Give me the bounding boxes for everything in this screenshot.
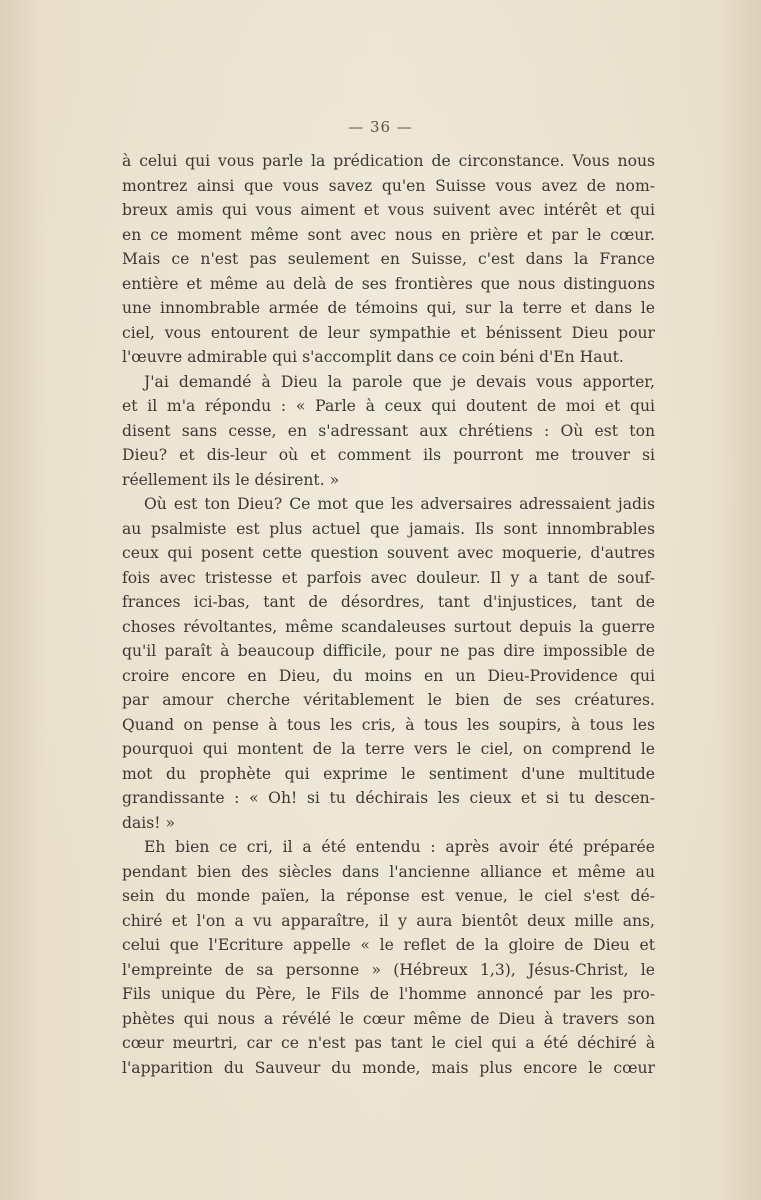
text-line: Où est ton Dieu? Ce mot que les adversaires adressaient jadis xyxy=(144,495,655,513)
text-line: l'empreinte de sa personne » (Hébreux 1,3), Jésus-Christ, le xyxy=(122,960,655,979)
text-line: croire encore en Dieu, du moins en un Dieu-Providence qui xyxy=(122,666,655,685)
text-line: cœur meurtri, car ce n'est pas tant le ciel qui a été déchiré à xyxy=(122,1034,655,1052)
text-line: pourquoi qui montent de la terre vers le ciel, on comprend le xyxy=(122,740,655,758)
text-line: dais! » xyxy=(122,813,176,832)
page-number: — 36 — xyxy=(348,118,413,136)
text-line: ceux qui posent cette question souvent avec moquerie, d'autres xyxy=(122,544,655,562)
text-line: Dieu? et dis-leur où et comment ils pourront me trouver si xyxy=(122,446,655,464)
text-line: par amour cherche véritablement le bien de ses créatures. xyxy=(122,691,655,709)
text-line: Mais ce n'est pas seulement en Suisse, c'est dans la France xyxy=(122,250,655,268)
text-line: choses révoltantes, même scandaleuses surtout depuis la guerre xyxy=(122,617,655,636)
text-line: qu'il paraît à beaucoup difficile, pour ne pas dire impossible de xyxy=(122,642,655,660)
text-line: disent sans cesse, en s'adressant aux chrétiens : Où est ton xyxy=(122,421,655,440)
text-line: celui que l'Ecriture appelle « le reflet de la gloire de Dieu et xyxy=(122,936,655,954)
text-line: J'ai demandé à Dieu la parole que je devais vous apporter, xyxy=(144,372,655,391)
text-line: l'œuvre admirable qui s'accomplit dans ce coin béni d'En Haut. xyxy=(122,348,624,366)
text-line: breux amis qui vous aiment et vous suivent avec intérêt et qui xyxy=(122,201,655,219)
text-line: chiré et l'on a vu apparaître, il y aura bientôt deux mille ans, xyxy=(122,911,655,930)
text-line: sein du monde païen, la réponse est venue, le ciel s'est dé- xyxy=(122,887,655,905)
text-line: à celui qui vous parle la prédication de circonstance. Vous nous xyxy=(122,152,655,170)
text-line: mot du prophète qui exprime le sentiment d'une multitude xyxy=(122,764,655,783)
text-line: phètes qui nous a révélé le cœur même de Dieu à travers son xyxy=(122,1009,655,1028)
text-line: en ce moment même sont avec nous en prière et par le cœur. xyxy=(122,225,655,244)
text-line: l'apparition du Sauveur du monde, mais plus encore le cœur xyxy=(122,1058,655,1077)
text-line: au psalmiste est plus actuel que jamais. Ils sont innombrables xyxy=(122,519,655,538)
text-line: pendant bien des siècles dans l'ancienne alliance et même au xyxy=(122,862,655,881)
text-line: réellement ils le désirent. » xyxy=(122,470,340,489)
text-line: Quand on pense à tous les cris, à tous les soupirs, à tous les xyxy=(122,715,655,734)
text-line: Fils unique du Père, le Fils de l'homme annoncé par les pro- xyxy=(122,985,655,1003)
text-line: entière et même au delà de ses frontières que nous distinguons xyxy=(122,274,655,293)
text-line: montrez ainsi que vous savez qu'en Suisse vous avez de nom- xyxy=(122,176,655,195)
text-line: et il m'a répondu : « Parle à ceux qui doutent de moi et qui xyxy=(122,397,655,415)
text-line: grandissante : « Oh! si tu déchirais les cieux et si tu descen- xyxy=(122,789,655,807)
text-line: une innombrable armée de témoins qui, sur la terre et dans le xyxy=(122,299,655,317)
text-line: fois avec tristesse et parfois avec douleur. Il y a tant de souf- xyxy=(122,568,655,587)
body-text xyxy=(122,149,655,1080)
text-line: ciel, vous entourent de leur sympathie et bénissent Dieu pour xyxy=(122,323,655,342)
text-line: Eh bien ce cri, il a été entendu : après avoir été préparée xyxy=(144,838,655,856)
text-line: frances ici-bas, tant de désordres, tant d'injustices, tant de xyxy=(122,593,655,611)
